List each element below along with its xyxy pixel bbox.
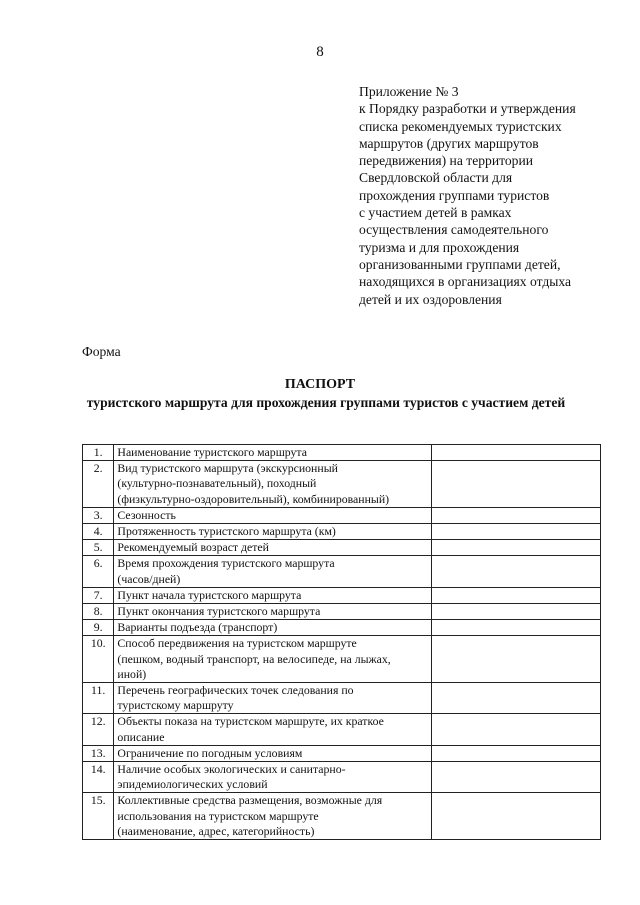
- row-number: 1.: [83, 445, 114, 461]
- table-row: [83, 620, 601, 636]
- table-row: [83, 587, 601, 603]
- table-row: [83, 793, 601, 840]
- row-label: [114, 507, 431, 523]
- row-label: [114, 445, 431, 461]
- table-row: [83, 762, 601, 793]
- row-label-line: эпидемиологических условий: [117, 777, 268, 792]
- row-number: 2.: [83, 461, 114, 508]
- row-label: [114, 714, 431, 745]
- row-label-line: Сезонность: [117, 507, 176, 522]
- row-number: 3.: [83, 507, 114, 523]
- appendix-line: передвижения) на территории: [359, 153, 533, 169]
- row-value-cell: [431, 636, 600, 683]
- row-label-line: Наименование туристского маршрута: [117, 445, 307, 459]
- row-label-line: Рекомендуемый возраст детей: [117, 540, 269, 555]
- row-label: [114, 524, 431, 540]
- appendix-line: находящихся в организациях отдыха: [359, 274, 572, 290]
- row-label-line: описание: [117, 729, 165, 744]
- row-label: [114, 604, 431, 620]
- page-number: 8: [316, 44, 324, 60]
- appendix-line: с участием детей в рамках: [359, 205, 512, 221]
- appendix-line: организованными группами детей,: [359, 256, 561, 272]
- row-value-cell: [431, 604, 600, 620]
- row-label-line: Наличие особых экологических и санитарно-: [117, 762, 346, 777]
- table-row: [83, 604, 601, 620]
- row-value-cell: [431, 556, 600, 587]
- appendix-line: детей и их оздоровления: [359, 291, 502, 307]
- row-number: 14.: [83, 762, 114, 793]
- row-number: 11.: [83, 683, 114, 714]
- row-value-cell: [431, 620, 600, 636]
- table-row: [83, 556, 601, 587]
- row-value-cell: [431, 714, 600, 745]
- row-label-line: Объекты показа на туристском маршруте, их краткое: [117, 714, 384, 729]
- row-number: 13.: [83, 745, 114, 761]
- row-number: 10.: [83, 636, 114, 683]
- row-label-line: (часов/дней): [117, 571, 181, 586]
- table-row: [83, 683, 601, 714]
- row-number: 8.: [83, 604, 114, 620]
- appendix-line: к Порядку разработки и утверждения: [359, 101, 576, 117]
- table-row: [83, 524, 601, 540]
- row-number: 6.: [83, 556, 114, 587]
- table-row: [83, 745, 601, 761]
- row-value-cell: [431, 683, 600, 714]
- appendix-line: прохождения группами туристов: [359, 187, 550, 203]
- row-label-line: Варианты подъезда (транспорт): [117, 620, 278, 635]
- appendix-line: туризма и для прохождения: [359, 239, 520, 255]
- row-label-line: Ограничение по погодным условиям: [117, 745, 303, 760]
- appendix-note: [359, 83, 619, 308]
- passport-table: [82, 444, 601, 840]
- row-value-cell: [431, 445, 600, 461]
- row-label-line: Вид туристского маршрута (экскурсионный: [117, 461, 338, 476]
- row-label: [114, 793, 431, 840]
- appendix-line: маршрутов (других маршрутов: [359, 135, 539, 151]
- row-value-cell: [431, 540, 600, 556]
- passport-table-body: [83, 445, 601, 840]
- row-label: [114, 620, 431, 636]
- row-number: 5.: [83, 540, 114, 556]
- row-number: 4.: [83, 524, 114, 540]
- row-label-line: Способ передвижения на туристском маршруте: [117, 636, 357, 651]
- row-label-line: туристскому маршруту: [117, 698, 234, 713]
- row-label: [114, 556, 431, 587]
- row-value-cell: [431, 507, 600, 523]
- row-label: [114, 636, 431, 683]
- row-label-line: использования на туристском маршруте: [117, 808, 319, 823]
- row-number: 15.: [83, 793, 114, 840]
- row-label-line: Пункт начала туристского маршрута: [117, 587, 302, 602]
- table-row: [83, 714, 601, 745]
- appendix-line: Приложение № 3: [359, 84, 459, 99]
- row-label-line: Протяженность туристского маршрута (км): [117, 524, 336, 539]
- row-label: [114, 762, 431, 793]
- table-row: [83, 507, 601, 523]
- row-number: 7.: [83, 587, 114, 603]
- table-row: [83, 540, 601, 556]
- row-label-line: (наименование, адрес, категорийность): [117, 823, 315, 838]
- table-row: [83, 461, 601, 508]
- appendix-line: осуществления самодеятельного: [359, 222, 549, 238]
- appendix-line: Свердловской области для: [359, 170, 513, 186]
- appendix-line: списка рекомендуемых туристских: [359, 118, 562, 134]
- row-label-line: Перечень географических точек следования по: [117, 683, 354, 698]
- row-label-line: Коллективные средства размещения, возможные для: [117, 793, 383, 808]
- table-row: [83, 636, 601, 683]
- document-subtitle: туристского маршрута для прохождения группами туристов с участием детей: [86, 395, 566, 410]
- row-value-cell: [431, 461, 600, 508]
- row-label-line: Время прохождения туристского маршрута: [117, 556, 335, 571]
- row-label: [114, 540, 431, 556]
- row-value-cell: [431, 587, 600, 603]
- row-value-cell: [431, 745, 600, 761]
- row-label-line: Пункт окончания туристского маршрута: [117, 604, 321, 619]
- row-value-cell: [431, 793, 600, 840]
- row-label-line: иной): [117, 666, 147, 681]
- table-row: [83, 445, 601, 461]
- row-label-line: (пешком, водный транспорт, на велосипеде, на лыжах,: [117, 651, 391, 666]
- row-label: [114, 587, 431, 603]
- row-number: 9.: [83, 620, 114, 636]
- row-label: [114, 461, 431, 508]
- row-label-line: (физкультурно-оздоровительный), комбинированный): [117, 491, 390, 506]
- form-label: Форма: [82, 344, 121, 359]
- row-value-cell: [431, 762, 600, 793]
- row-number: 12.: [83, 714, 114, 745]
- document-title: ПАСПОРТ: [284, 377, 356, 392]
- row-label: [114, 745, 431, 761]
- row-value-cell: [431, 524, 600, 540]
- row-label-line: (культурно-познавательный), походный: [117, 476, 317, 491]
- row-label: [114, 683, 431, 714]
